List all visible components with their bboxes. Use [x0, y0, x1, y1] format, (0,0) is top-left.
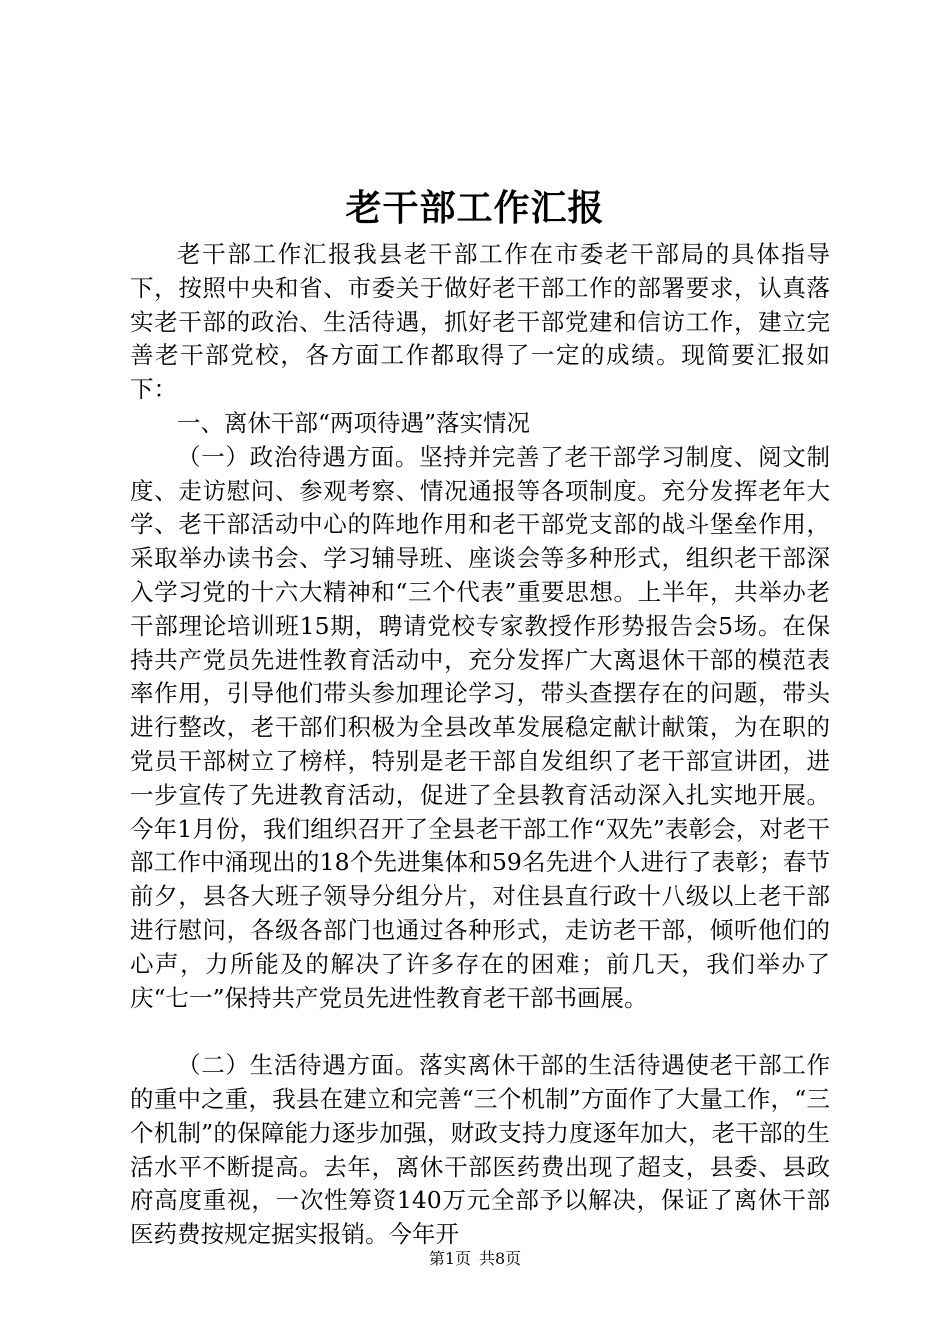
section-heading: 一、离休干部“两项待遇”落实情况	[177, 408, 531, 437]
political-treatment-paragraph: （一）政治待遇方面。坚持并完善了老干部学习制度、阅文制度、走访慰问、参观考察、情况通报等各项制度。充分发挥老年大学、老干部活动中心的阵地作用和老干部党支部的战斗堡垒作用，采取举办读书会、学习辅导班、座谈会等多种形式，组织老干部深入学习党的十六大精神和“三个代表”重要思想。上半年，共举办老干部理论培训班15期，聘请党校专家教授作形势报告会5场。在保持共产党员先进性教育活动中，充分发挥广大离退休干部的模范表率作用，引导他们带头参加理论学习，带头查摆存在的问题，带头进行整改，老干部们积极为全县改革发展稳定献计献策，为在职的党员干部树立了榜样，特别是老干部自发组织了老干部宣讲团，进一步宣传了先进教育活动，促进了全县教育活动深入扎实地开展。今年1月份，我们组织召开了全县老干部工作“双先”表彰会，对老干部工作中涌现出的18个先进集体和59名先进个人进行了表彰；春节前夕，县各大班子领导分组分片，对住县直行政十八级以上老干部进行慰问，各级各部门也通过各种形式，走访老干部，倾听他们的心声，力所能及的解决了许多存在的困难；前几天，我们举办了庆“七一”保持共产党员先进性教育老干部书画展。	[130, 442, 830, 1012]
page-total: 共8页	[479, 1249, 522, 1268]
document-body	[130, 238, 830, 1252]
living-treatment-paragraph: （二）生活待遇方面。落实离休干部的生活待遇使老干部工作的重中之重，我县在建立和完善“三个机制”方面作了大量工作，“三个机制”的保障能力逐步加强，财政支持力度逐年加大，老干部的生活水平不断提高。去年，离休干部医药费出现了超支，县委、县政府高度重视，一次性筹资140万元全部予以解决，保证了离休干部医药费按规定据实报销。今年开	[130, 1051, 830, 1249]
document-title: 老干部工作汇报	[345, 187, 605, 229]
page-footer	[0, 1247, 950, 1271]
page-number: 第1页	[428, 1249, 471, 1268]
intro-paragraph: 老干部工作汇报我县老干部工作在市委老干部局的具体指导下，按照中央和省、市委关于做好老干部工作的部署要求，认真落实老干部的政治、生活待遇，抓好老干部党建和信访工作，建立完善老干部党校，各方面工作都取得了一定的成绩。现简要汇报如下：	[130, 240, 830, 404]
